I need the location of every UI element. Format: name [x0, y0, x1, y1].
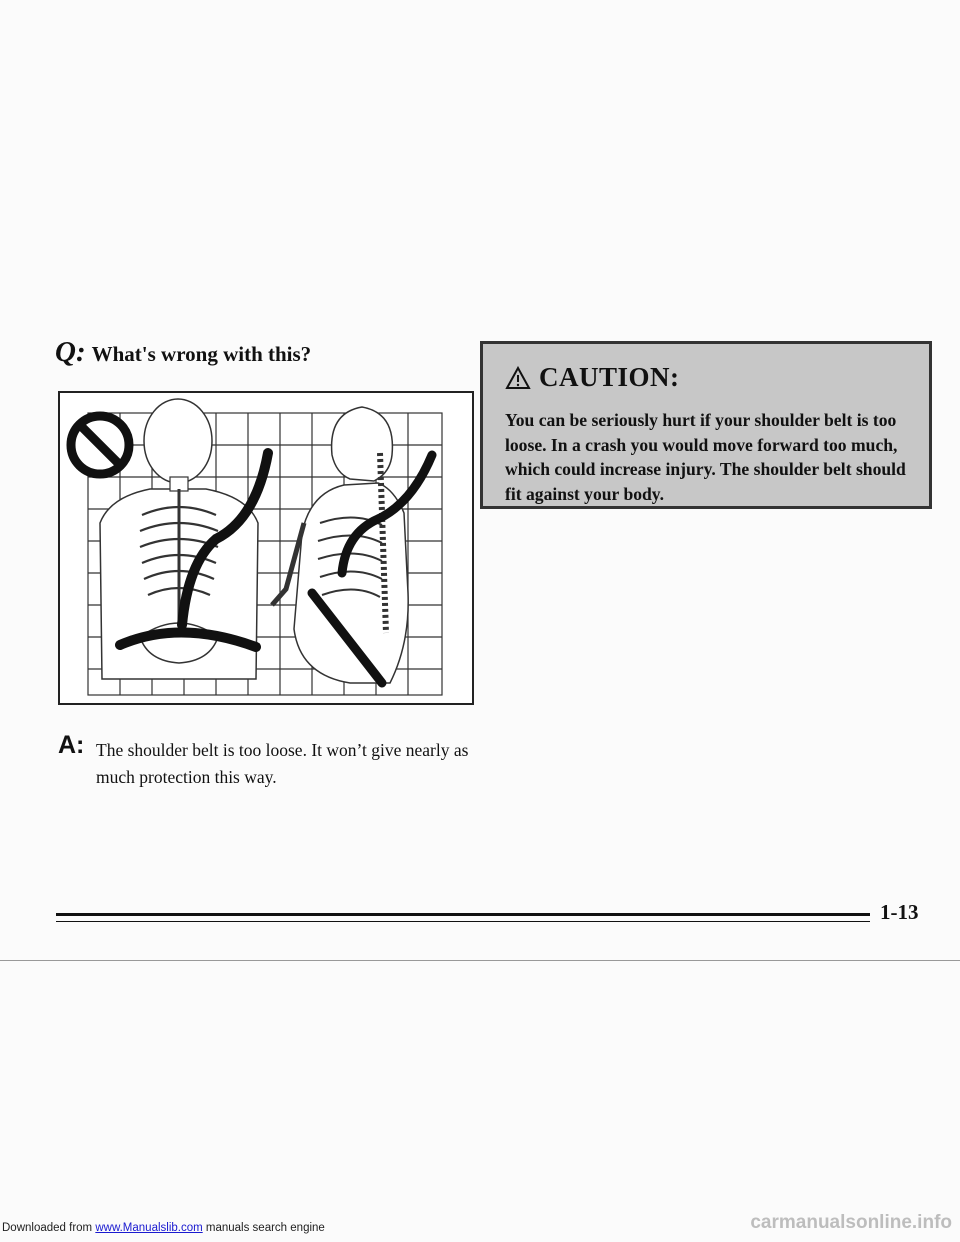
caution-text: You can be seriously hurt if your shoulder belt is too loose. In a crash you would move forward too much, which could increase injury. The shoulder belt should fit against your body. — [505, 410, 906, 504]
page-rule-thick — [56, 913, 870, 916]
caution-title-text: CAUTION: — [539, 362, 680, 392]
answer-mark: A: — [58, 731, 85, 759]
watermark: carmanualsonline.info — [750, 1212, 952, 1233]
page-number: 1-13 — [880, 900, 919, 924]
scan-edge-line — [0, 960, 960, 961]
no-symbol-icon — [71, 416, 129, 474]
question-mark: Q: — [55, 336, 86, 368]
skeleton-drawing — [60, 393, 472, 703]
answer-block — [58, 731, 488, 791]
page-rule-thin — [56, 921, 870, 922]
question-heading — [55, 336, 311, 369]
caution-title — [505, 362, 680, 393]
download-footer — [2, 1222, 325, 1234]
manualslib-link[interactable]: www.Manualslib.com — [95, 1222, 203, 1234]
caution-box — [480, 341, 932, 509]
question-text: What's wrong with this? — [91, 342, 312, 366]
seatbelt-illustration — [58, 391, 474, 705]
warning-triangle-icon — [505, 366, 531, 390]
footer-prefix: Downloaded from — [2, 1222, 96, 1234]
footer-suffix: manuals search engine — [202, 1222, 325, 1234]
answer-text: The shoulder belt is too loose. It won’t give nearly as much protection this way. — [96, 740, 469, 787]
side-figure — [272, 407, 408, 683]
